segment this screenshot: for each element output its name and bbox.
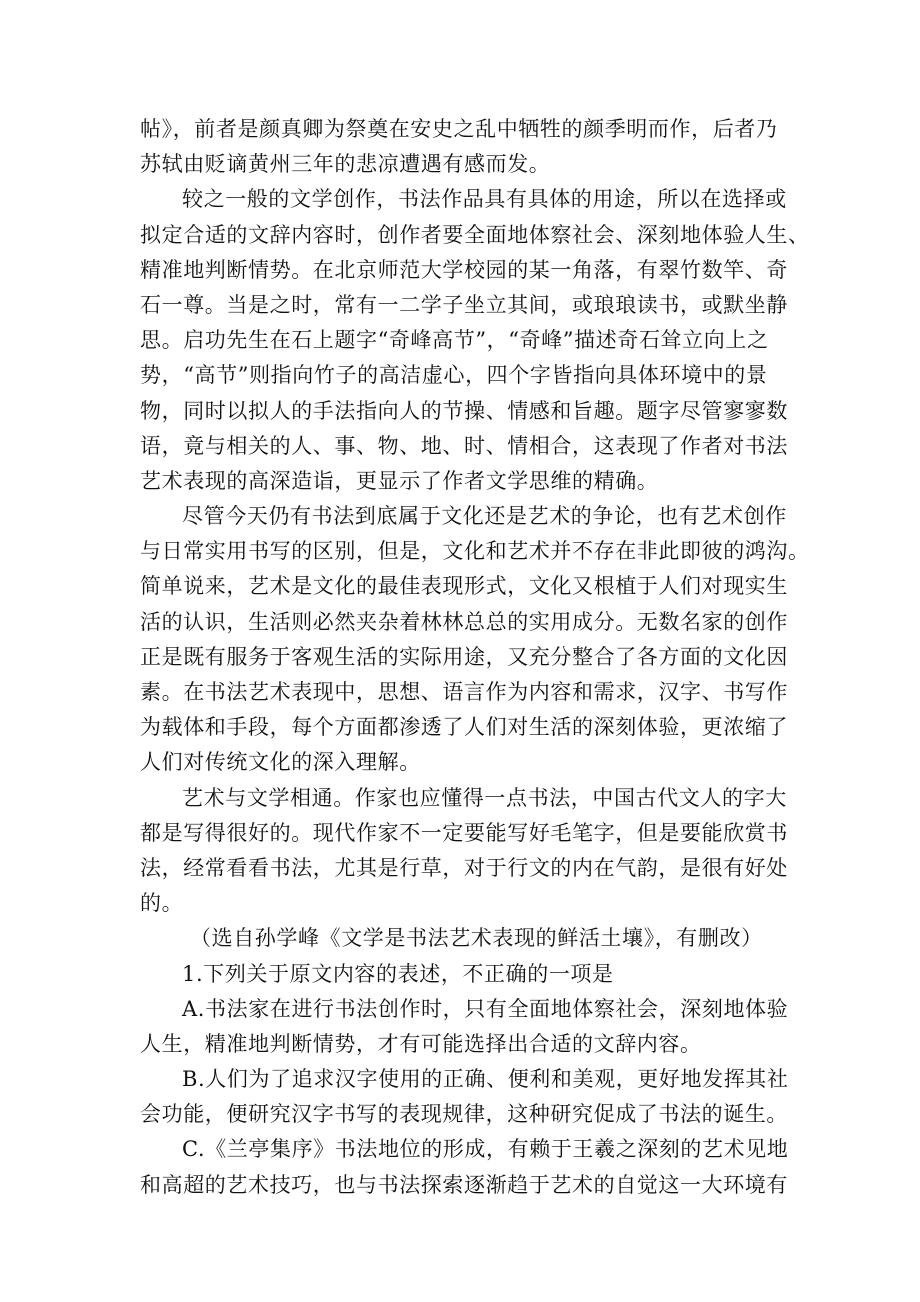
text-line: 物，同时以拟人的手法指向人的节操、情感和旨趣。题字尽管寥寥数 — [140, 398, 788, 423]
text-line: 法，经常看看书法，尤其是行草，对于行文的内在气韵，是很有好处 — [140, 855, 788, 880]
text-line: 1.下列关于原文内容的表述，不正确的一项是 — [182, 961, 614, 986]
text-line: 思。启功先生在石上题字“奇峰高节”，“奇峰”描述奇石耸立向上之 — [140, 328, 769, 353]
text-line: B.人们为了追求汉字使用的正确、便利和美观，更好地发挥其社 — [182, 1067, 789, 1092]
text-line: 与日常实用书写的区别，但是，文化和艺术并不存在非此即彼的鸿沟。 — [140, 539, 810, 564]
text-line: 素。在书法艺术表现中，思想、语言作为内容和需求，汉字、书写作 — [140, 680, 788, 704]
text-line: 和高超的艺术技巧，也与书法探索逐渐趋于艺术的自觉这一大环境有 — [140, 1172, 788, 1197]
text-line: 艺术表现的高深造诣，更显示了作者文学思维的精确。 — [140, 468, 659, 493]
text-line: 为载体和手段，每个方面都渗透了人们对生活的深刻体验，更浓缩了 — [140, 715, 788, 740]
text-line: 苏轼由贬谪黄州三年的悲凉遭遇有感而发。 — [140, 152, 551, 177]
text-line: 都是写得很好的。现代作家不一定要能写好毛笔字，但是要能欣赏书 — [140, 820, 788, 845]
text-line: 帖》，前者是颜真卿为祭奠在安史之乱中牺牲的颜季明而作，后者乃 — [140, 117, 778, 141]
text-line: 尽管今天仍有书法到底属于文化还是艺术的争论，也有艺术创作 — [182, 504, 787, 529]
text-line: C.《兰亭集序》书法地位的形成，有赖于王羲之深刻的艺术见地 — [182, 1137, 789, 1162]
text-line: 艺术与文学相通。作家也应懂得一点书法，中国古代文人的字大 — [182, 785, 787, 810]
text-line: 拟定合适的文辞内容时，创作者要全面地体察社会、深刻地体验人生、 — [140, 222, 810, 247]
text-line: 会功能，便研究汉字书写的表现规律，这种研究促成了书法的诞生。 — [140, 1102, 788, 1127]
text-line: 精准地判断情势。在北京师范大学校园的某一角落，有翠竹数竿、奇 — [140, 257, 788, 282]
text-line: A.书法家在进行书法创作时，只有全面地体察社会，深刻地体验 — [182, 996, 789, 1021]
text-line: 人们对传统文化的深入理解。 — [140, 750, 421, 775]
text-line: 人生，精准地判断情势，才有可能选择出合适的文辞内容。 — [140, 1031, 702, 1056]
text-line: （选自孙学峰《文学是书法艺术表现的鲜活土壤》，有删改） — [190, 926, 763, 951]
text-line: 简单说来，艺术是文化的最佳表现形式，文化又根植于人们对现实生 — [140, 574, 788, 599]
document-body — [140, 112, 810, 1203]
text-line: 石一尊。当是之时，常有一二学子坐立其间，或琅琅读书，或默坐静 — [140, 292, 788, 317]
text-line: 的。 — [140, 891, 184, 916]
text-line: 语，竟与相关的人、事、物、地、时、情相合，这表现了作者对书法 — [140, 433, 788, 458]
text-line: 活的认识，生活则必然夹杂着林林总总的实用成分。无数名家的创作 — [140, 609, 788, 634]
text-line: 较之一般的文学创作，书法作品具有具体的用途，所以在选择或 — [182, 187, 787, 212]
text-line: 正是既有服务于客观生活的实际用途，又充分整合了各方面的文化因 — [140, 644, 788, 669]
text-line: 势，“高节”则指向竹子的高洁虚心，四个字皆指向具体环境中的景 — [140, 363, 768, 388]
